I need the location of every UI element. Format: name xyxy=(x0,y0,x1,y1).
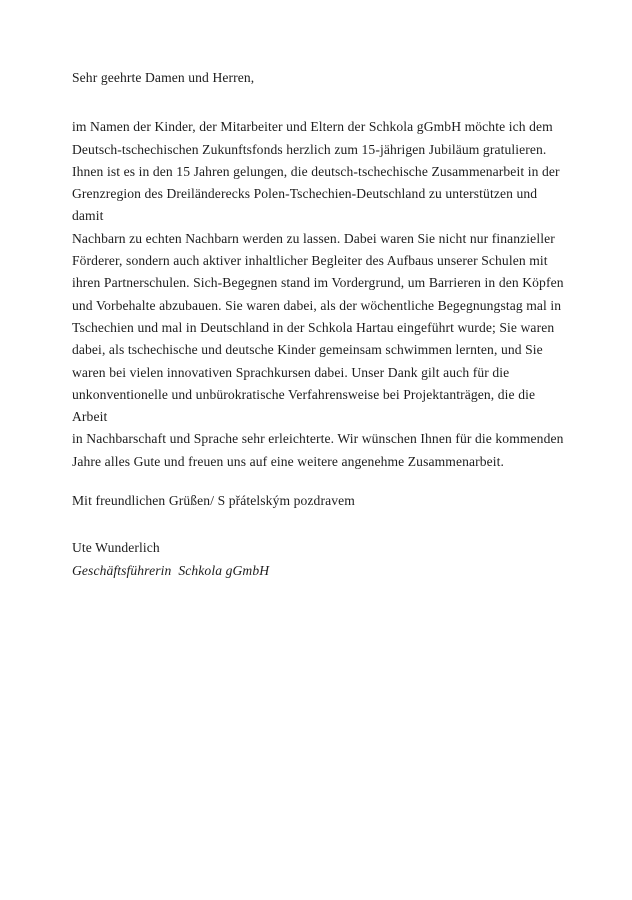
signature-name: Ute Wunderlich xyxy=(72,540,160,556)
letter-body xyxy=(72,67,564,582)
signature-title: Geschäftsführerin Schkola gGmbH xyxy=(72,562,270,578)
salutation: Sehr geehrte Damen und Herren, xyxy=(72,70,255,85)
body-line: Förderer, sondern auch aktiver inhaltlicher Begleiter des Aufbaus unserer Schulen mit xyxy=(72,253,548,269)
body-line: waren bei vielen innovativen Sprachkursen dabei. Unser Dank gilt auch für die xyxy=(72,364,510,380)
body-line: Nachbarn zu echten Nachbarn werden zu lassen. Dabei waren Sie nicht nur finanzieller xyxy=(72,230,555,246)
body-line: Grenzregion des Dreiländerecks Polen-Tschechien-Deutschland zu unterstützen und damit xyxy=(72,186,541,224)
body-line: im Namen der Kinder, der Mitarbeiter und Eltern der Schkola gGmbH möchte ich dem xyxy=(72,119,553,135)
closing-line: Mit freundlichen Grüßen/ S přátelským pozdravem xyxy=(72,493,355,509)
body-line: Deutsch-tschechischen Zukunftsfonds herzlich zum 15-jährigen Jubiläum gratulieren. xyxy=(72,141,547,157)
body-line: unkonventionelle und unbürokratische Verfahrensweise bei Projektanträgen, die die Arbeit xyxy=(72,386,538,425)
body-line: ihren Partnerschulen. Sich-Begegnen stand im Vordergrund, um Barrieren in den Köpfen xyxy=(72,275,564,291)
body-line: Jahre alles Gute und freuen uns auf eine weitere angenehme Zusammenarbeit. xyxy=(72,453,505,469)
body-line: und Vorbehalte abzubauen. Sie waren dabei, als der wöchentliche Begegnungstag mal in xyxy=(72,297,562,313)
letter-main-paragraph xyxy=(72,116,564,473)
body-line: Tschechien und mal in Deutschland in der Schkola Hartau eingeführt wurde; Sie waren xyxy=(72,319,555,335)
body-line: in Nachbarschaft und Sprache sehr erleichterte. Wir wünschen Ihnen für die kommenden xyxy=(72,431,564,447)
body-line: Ihnen ist es in den 15 Jahren gelungen, die deutsch-tschechische Zusammenarbeit in der xyxy=(72,163,560,179)
body-line: dabei, als tschechische und deutsche Kinder gemeinsam schwimmen lernten, und Sie xyxy=(72,342,543,358)
